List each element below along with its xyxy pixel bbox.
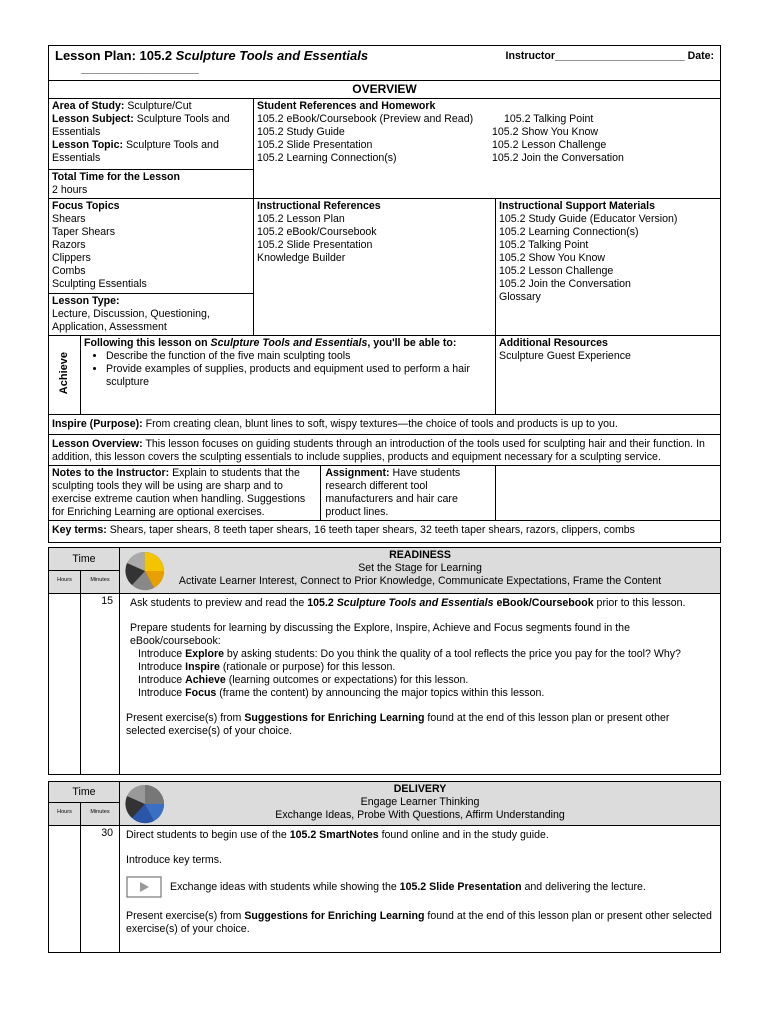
student-references-cell: Student References and Homework 105.2 eBook/Coursebook (Preview and Read) 105.2 Study Guide 105.2 Slide Presentation 105.2 Learning Connection(s) 105.2 Talking Point 105.2 Show You Know 105.2 Lesson Challenge 105.2 Join the Conversation	[254, 99, 721, 199]
list-item: • Provide examples of supplies, products and equipment used to perform a hair sculpture	[106, 363, 492, 389]
lesson-overview-cell: Lesson Overview: This lesson focuses on guiding students through an introduction of the tools used for sculpting hair and their function. In addition, this lesson covers the sculpting essentials to include supplies, products and equipment necessary for a sculpting service.	[49, 435, 721, 466]
inspire-cell: Inspire (Purpose): From creating clean, blunt lines to soft, wispy textures—the choice of tools and products is up to you.	[49, 415, 721, 435]
assignment: Assignment: Have students research different tool manufacturers and hair care product lines.	[325, 467, 461, 518]
notes-assignment-cell	[49, 466, 496, 521]
instructor-date: Instructor______________________ Date:	[505, 50, 715, 62]
readiness-minutes: 15	[81, 594, 120, 775]
notes-to-instructor: Notes to the Instructor: Explain to students that the sculpting tools they will be using are sharp and to exercise extreme caution when handling. Suggestions for Enriching Learning are optional exercises.	[52, 466, 321, 520]
total-time-cell: Total Time for the Lesson 2 hours	[49, 170, 254, 199]
title-row	[49, 46, 721, 81]
achieve-side-label: Achieve	[49, 336, 81, 415]
page-title: Lesson Plan: 105.2 Sculpture Tools and Essentials	[55, 48, 369, 63]
date-line: ____________________	[81, 63, 199, 75]
readiness-body: Ask students to preview and read the 105.2 Sculpture Tools and Essentials eBook/Coursebook prior to this lesson. Prepare students for learning by discussing the Explore, Inspire, Achieve and Focus segments found in the eBook/coursebook: Introduce Explore by asking students: Do you think the quality of a tool reflects the price you pay for the tool? Why? Introduce Inspire (rationale or purpose) for this lesson. Introduce Achieve (learning outcomes or expectations) for this lesson. Introduce Focus (frame the content) by announcing the major topics within this lesson. Present exercise(s) from Suggestions for Enriching Learning found at the end of this lesson plan or present other selected exercise(s) of your choice.	[120, 594, 721, 775]
readiness-time-header: Time Hours Minutes	[49, 548, 120, 594]
achieve-cell: Following this lesson on Sculpture Tools and Essentials, you'll be able to: • Describe the function of the five main sculpting tools • Provide examples of supplies, products and equipment used to perform a hair sculpture	[81, 336, 496, 415]
pie-chart-icon	[124, 784, 166, 824]
study-cell: Area of Study: Sculpture/Cut Lesson Subject: Sculpture Tools and Essentials Lesson Topic: Sculpture Tools and Essentials	[49, 99, 254, 170]
lesson-type-cell: Lesson Type: Lecture, Discussion, Questioning, Application, Assessment	[49, 294, 254, 336]
delivery-time-header: Time Hours Minutes	[49, 782, 120, 826]
achieve-list	[84, 350, 492, 389]
overview-heading: OVERVIEW	[49, 81, 721, 99]
lesson-plan-table	[48, 45, 721, 953]
delivery-header: DELIVERY Engage Learner Thinking Exchange Ideas, Probe With Questions, Affirm Understanding	[120, 782, 721, 826]
instructional-references-cell: Instructional References 105.2 Lesson Plan 105.2 eBook/Coursebook 105.2 Slide Presentation Knowledge Builder	[254, 199, 496, 336]
pie-chart-icon	[124, 551, 166, 591]
list-item: • Describe the function of the five main sculpting tools	[106, 350, 492, 363]
additional-resources-cell: Additional Resources Sculpture Guest Experience	[496, 336, 721, 415]
readiness-header: READINESS Set the Stage for Learning Activate Learner Interest, Connect to Prior Knowledge, Communicate Expectations, Frame the Content	[120, 548, 721, 594]
focus-topics-cell: Focus Topics Shears Taper Shears Razors Clippers Combs Sculpting Essentials	[49, 199, 254, 294]
key-terms-cell: Key terms: Shears, taper shears, 8 teeth taper shears, 16 teeth taper shears, 32 teeth taper shears, razors, clippers, combs	[49, 521, 721, 543]
support-materials-cell: Instructional Support Materials 105.2 Study Guide (Educator Version) 105.2 Learning Connection(s) 105.2 Talking Point 105.2 Show You Know 105.2 Lesson Challenge 105.2 Join the Conversation Glossary	[496, 199, 721, 336]
play-icon	[126, 876, 162, 898]
lesson-plan-page	[48, 45, 720, 953]
delivery-body: Direct students to begin use of the 105.2 SmartNotes found online and in the study guide. Introduce key terms. Exchange ideas with students while showing the 105.2 Slide Presentation and delivering the lecture. Present exercise(s) from Suggestions for Enriching Learning found at the end of this lesson plan or present other selected exercise(s) of your choice.	[120, 826, 721, 953]
delivery-minutes: 30	[81, 826, 120, 953]
